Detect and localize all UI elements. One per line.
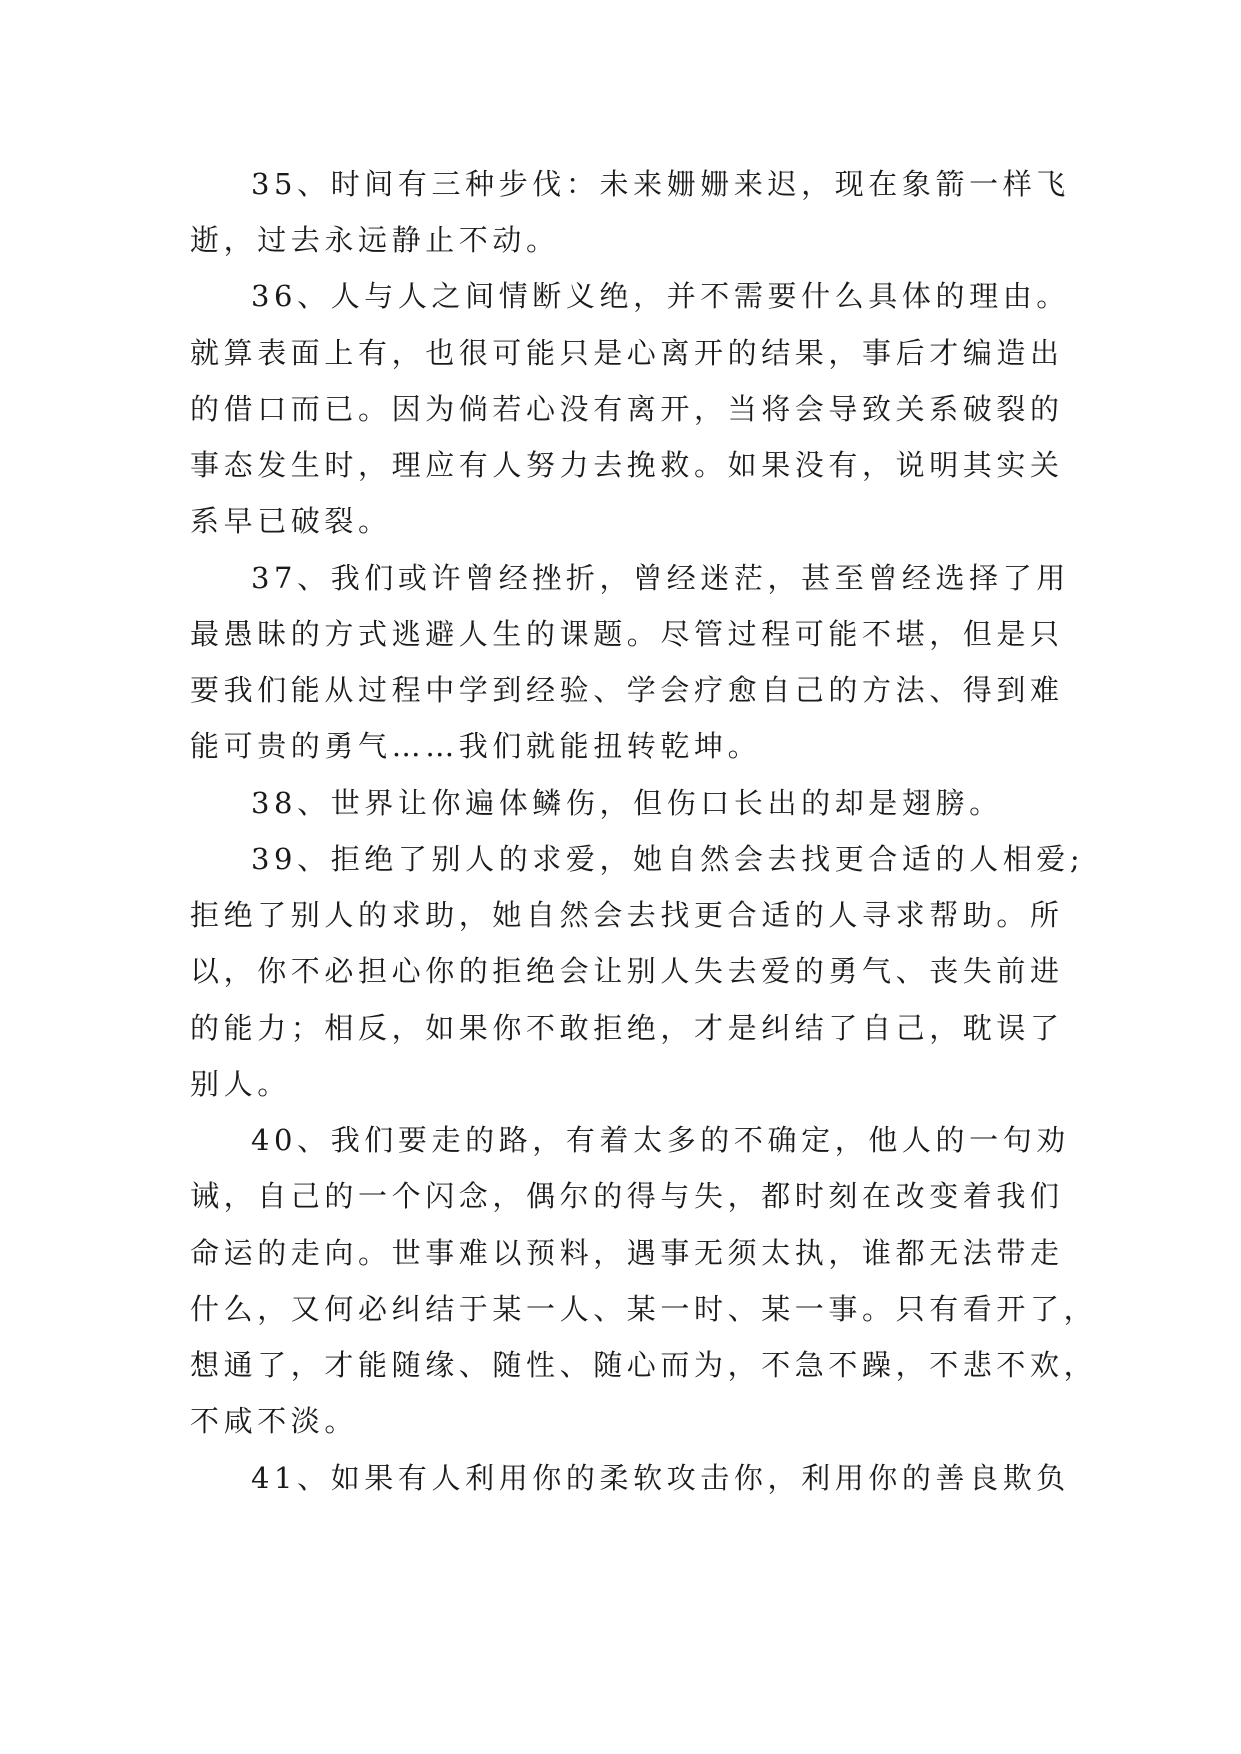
paragraph-37-line-4: 能可贵的勇气……我们就能扭转乾坤。	[190, 729, 762, 763]
paragraph-40-line-2: 诫，自己的一个闪念，偶尔的得与失，都时刻在改变着我们	[190, 1179, 1064, 1213]
paragraph-39-line-4: 的能力；相反，如果你不敢拒绝，才是纠结了自己，耽误了	[190, 1011, 1064, 1045]
paragraph-36-line-2: 就算表面上有，也很可能只是心离开的结果，事后才编造出	[190, 336, 1064, 370]
paragraph-36-line-4: 事态发生时，理应有人努力去挽救。如果没有，说明其实关	[190, 448, 1064, 482]
paragraph-35-line-1: 35、时间有三种步伐：未来姗姗来迟，现在象箭一样飞	[251, 167, 1070, 201]
paragraph-35-line-2: 逝，过去永远静止不动。	[190, 223, 560, 257]
paragraph-37-line-1: 37、我们或许曾经挫折，曾经迷茫，甚至曾经选择了用	[251, 561, 1070, 595]
paragraph-39-line-2: 拒绝了别人的求助，她自然会去找更合适的人寻求帮助。所	[190, 898, 1064, 932]
paragraph-41-line-1: 41、如果有人利用你的柔软攻击你，利用你的善良欺负	[251, 1461, 1070, 1495]
paragraph-40-line-1: 40、我们要走的路，有着太多的不确定，他人的一句劝	[251, 1123, 1070, 1157]
paragraph-40-line-4: 什么，又何必纠结于某一人、某一时、某一事。只有看开了，	[190, 1292, 1098, 1326]
paragraph-40-line-5: 想通了，才能随缘、随性、随心而为，不急不躁，不悲不欢，	[190, 1348, 1098, 1382]
paragraph-39-line-3: 以，你不必担心你的拒绝会让别人失去爱的勇气、丧失前进	[190, 954, 1064, 988]
paragraph-40-line-6: 不咸不淡。	[190, 1404, 359, 1438]
paragraph-36-line-5: 系早已破裂。	[190, 504, 392, 538]
paragraph-40-line-3: 命运的走向。世事难以预料，遇事无须太执，谁都无法带走	[190, 1236, 1064, 1270]
paragraph-36-line-3: 的借口而已。因为倘若心没有离开，当将会导致关系破裂的	[190, 392, 1064, 426]
paragraph-37-line-2: 最愚昧的方式逃避人生的课题。尽管过程可能不堪，但是只	[190, 617, 1064, 651]
paragraph-39-line-5: 别人。	[190, 1067, 291, 1101]
paragraph-37-line-3: 要我们能从过程中学到经验、学会疗愈自己的方法、得到难	[190, 673, 1064, 707]
paragraph-38-line-1: 38、世界让你遍体鳞伤，但伤口长出的却是翅膀。	[251, 786, 1003, 820]
paragraph-39-line-1: 39、拒绝了别人的求爱，她自然会去找更合适的人相爱;	[251, 842, 1085, 876]
paragraph-36-line-1: 36、人与人之间情断义绝，并不需要什么具体的理由。	[251, 279, 1070, 313]
